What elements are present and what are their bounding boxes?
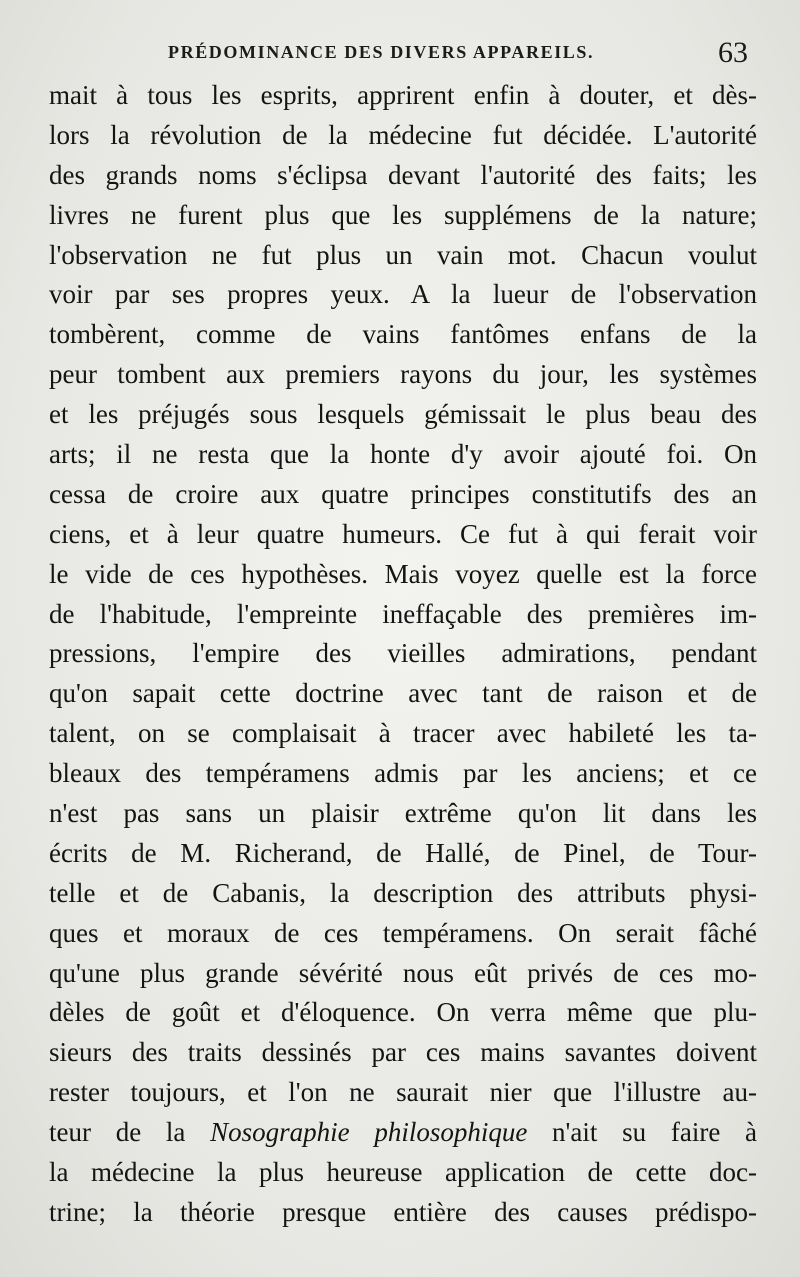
text-line: de l'habitude, l'empreinte ineffaçable des premières im- bbox=[49, 598, 757, 629]
text-line: et les préjugés sous lesquels gémissait le plus beau des bbox=[49, 399, 757, 430]
line-text-before: teur de la bbox=[49, 1117, 211, 1148]
text-line: arts; il ne resta que la honte d'y avoir ajouté foi. On bbox=[49, 439, 757, 470]
text-line: lors la révolution de la médecine fut décidée. L'autorité bbox=[49, 119, 757, 150]
page-number: 63 bbox=[718, 36, 748, 69]
text-line: ques et moraux de ces tempéramens. On serait fâché bbox=[49, 917, 757, 948]
text-line: la médecine la plus heureuse application de cette doc- bbox=[49, 1157, 757, 1188]
text-line: l'observation ne fut plus un vain mot. Chacun voulut bbox=[49, 239, 757, 270]
text-line: cessa de croire aux quatre principes constitutifs des an bbox=[49, 478, 757, 509]
text-line: peur tombent aux premiers rayons du jour, les systèmes bbox=[49, 359, 757, 390]
text-line: rester toujours, et l'on ne saurait nier que l'illustre au- bbox=[49, 1077, 757, 1108]
text-line: ciens, et à leur quatre humeurs. Ce fut à qui ferait voir bbox=[49, 518, 757, 549]
text-line: bleaux des tempéramens admis par les anciens; et ce bbox=[49, 758, 757, 789]
running-title: PRÉDOMINANCE DES DIVERS APPAREILS. bbox=[168, 42, 595, 62]
text-line: le vide de ces hypothèses. Mais voyez quelle est la force bbox=[49, 558, 757, 589]
text-line: trine; la théorie presque entière des causes prédispo- bbox=[49, 1196, 757, 1227]
text-line: écrits de M. Richerand, de Hallé, de Pinel, de Tour- bbox=[49, 837, 757, 868]
text-line-with-title bbox=[49, 1113, 757, 1153]
text-line: dèles de goût et d'éloquence. On verra même que plu- bbox=[49, 997, 757, 1028]
text-line: pressions, l'empire des vieilles admirations, pendant bbox=[49, 638, 757, 669]
text-line: n'est pas sans un plaisir extrême qu'on lit dans les bbox=[49, 798, 757, 829]
text-line: tombèrent, comme de vains fantômes enfans de la bbox=[49, 319, 757, 350]
text-line: livres ne furent plus que les supplémens de la nature; bbox=[49, 199, 757, 230]
text-line: telle et de Cabanis, la description des attributs physi- bbox=[49, 877, 757, 908]
text-line: mait à tous les esprits, apprirent enfin à douter, et dès- bbox=[49, 80, 757, 110]
text-line: voir par ses propres yeux. A la lueur de l'observation bbox=[49, 279, 757, 310]
text-line: sieurs des traits dessinés par ces mains savantes doivent bbox=[49, 1037, 757, 1068]
text-line: qu'une plus grande sévérité nous eût privés de ces mo- bbox=[49, 957, 757, 988]
body-text bbox=[49, 76, 757, 1233]
line-text-after: n'ait su faire à bbox=[527, 1117, 757, 1148]
text-line: des grands noms s'éclipsa devant l'autorité des faits; les bbox=[49, 159, 757, 190]
running-head bbox=[0, 36, 800, 72]
book-title-nosographie: Nosographie philosophique bbox=[210, 1117, 528, 1148]
text-line: qu'on sapait cette doctrine avec tant de raison et de bbox=[49, 678, 757, 709]
text-line: talent, on se complaisait à tracer avec habileté les ta- bbox=[49, 718, 757, 749]
